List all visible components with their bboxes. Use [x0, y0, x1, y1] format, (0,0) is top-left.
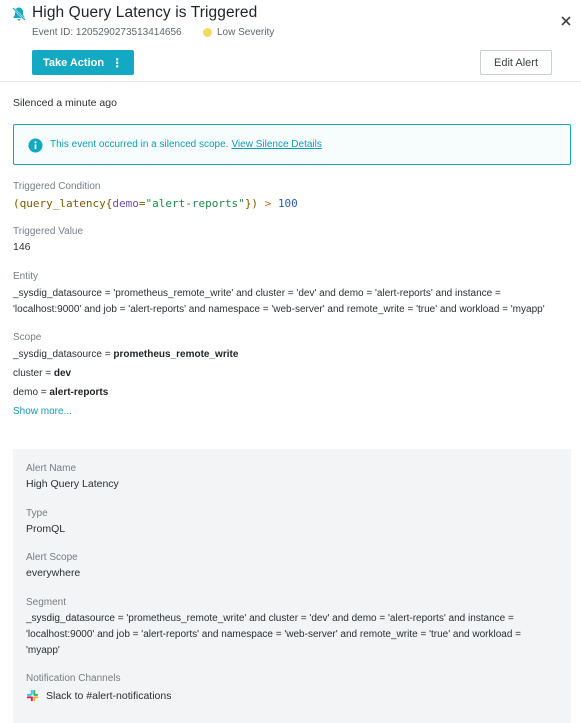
scope-label: Scope [13, 332, 42, 343]
entity-value [13, 286, 573, 318]
silence-banner [13, 124, 571, 165]
alert-name-value: High Query Latency [26, 478, 119, 490]
type-label: Type [26, 508, 48, 519]
alert-name-label: Alert Name [26, 463, 77, 474]
severity-label: Low Severity [217, 27, 275, 38]
notification-channel-item [26, 689, 171, 702]
scope-item [13, 368, 71, 379]
event-id: Event ID: 1205290273513414656 [32, 27, 182, 38]
view-silence-details-link[interactable]: View Silence Details [231, 139, 322, 150]
scope-item [13, 387, 108, 398]
notification-channels-label: Notification Channels [26, 673, 121, 684]
severity-dot-icon [203, 28, 212, 37]
alert-scope-value: everywhere [26, 567, 81, 579]
close-icon[interactable] [558, 13, 574, 29]
type-value: PromQL [26, 523, 66, 535]
query-token: = [138, 197, 146, 210]
entity-label: Entity [13, 271, 39, 282]
alert-title: High Query Latency is Triggered [32, 4, 258, 21]
scope-value: dev [53, 368, 72, 379]
bell-muted-icon [11, 6, 27, 22]
notification-channel-label: Slack to #alert-notifications [46, 689, 172, 702]
query-token: { [105, 197, 113, 210]
query-threshold: 100 [277, 197, 298, 210]
scope-item [13, 349, 238, 360]
scope-key: _sysdig_datasource = [13, 349, 114, 360]
triggered-condition-query [13, 197, 298, 210]
entity-line: _sysdig_datasource = 'prometheus_remote_write' and cluster = 'dev' and demo = 'alert-reports' and instance = [13, 288, 501, 299]
segment-label: Segment [26, 597, 67, 608]
query-token: ( [13, 197, 20, 210]
segment-line: _sysdig_datasource = 'prometheus_remote_write' and cluster = 'dev' and demo = 'alert-reports' and instance = [26, 613, 514, 624]
segment-line: 'myapp' [26, 645, 60, 656]
take-action-button[interactable] [32, 50, 134, 75]
info-icon [28, 138, 43, 153]
triggered-value-label: Triggered Value [13, 226, 84, 237]
query-label-key: demo [112, 197, 139, 210]
triggered-value: 146 [13, 241, 31, 253]
alert-details-panel [13, 449, 571, 723]
triggered-condition-label: Triggered Condition [13, 181, 101, 192]
query-token: }) [244, 197, 259, 210]
segment-line: 'localhost:9000' and job = 'alert-reports' and namespace = 'web-server' and remote_write = 'true' and workload = [26, 629, 521, 640]
entity-line: 'localhost:9000' and job = 'alert-reports' and namespace = 'web-server' and remote_write = 'true' and workload = 'myapp' [13, 304, 545, 315]
scope-key: demo = [13, 387, 50, 398]
scope-value: alert-reports [49, 387, 109, 398]
query-operator: > [258, 197, 278, 210]
show-more-link[interactable]: Show more... [13, 406, 72, 417]
alert-event-header [0, 0, 581, 82]
severity-badge [203, 27, 274, 38]
take-action-label: Take Action [42, 56, 105, 69]
query-metric: query_latency [19, 197, 106, 210]
banner-message [50, 139, 322, 150]
slack-icon [26, 689, 39, 702]
edit-alert-button[interactable]: Edit Alert [480, 50, 552, 75]
alert-scope-label: Alert Scope [26, 552, 78, 563]
query-label-value: "alert-reports" [145, 197, 245, 210]
more-vertical-icon: ⋮ [111, 55, 124, 70]
scope-key: cluster = [13, 368, 54, 379]
silenced-status: Silenced a minute ago [13, 97, 117, 109]
segment-value [26, 611, 556, 659]
banner-text: This event occurred in a silenced scope. [50, 139, 229, 150]
scope-value: prometheus_remote_write [113, 349, 239, 360]
